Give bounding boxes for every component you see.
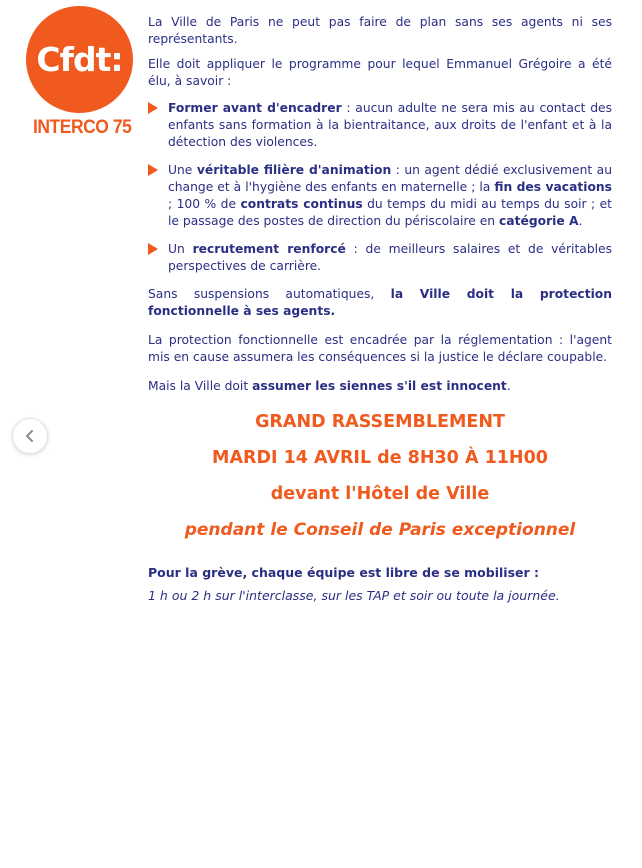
arrow-bullet-icon <box>148 243 158 255</box>
previous-slide-button[interactable] <box>12 418 48 454</box>
bullet-2-bold: fin des vacations <box>494 180 612 194</box>
bullet-2-bold: catégorie A <box>499 214 579 228</box>
bullet-2-text: Une <box>168 163 197 177</box>
event-context: pendant le Conseil de Paris exceptionnel <box>184 520 576 540</box>
bullet-3-bold: recrutement renforcé <box>192 242 346 256</box>
protection-bold: la Ville doit la protection fonctionnelle à ses agents. <box>148 287 612 318</box>
arrow-bullet-icon <box>148 102 158 114</box>
bullet-recrutement <box>148 241 612 275</box>
bullet-former <box>148 100 612 151</box>
chevron-left-icon <box>23 429 37 443</box>
bullet-2-bold: véritable filière d'animation <box>196 163 392 177</box>
greve-title: Pour la grève, chaque équipe est libre de se mobiliser : <box>148 565 540 580</box>
reglementation-paragraph: La protection fonctionnelle est encadrée par la réglementation : l'agent mis en cause assumera les conséquences si la justice le déclare coupable. <box>148 333 612 364</box>
innocence-bold: assumer les siennes s'il est innocent <box>252 379 507 393</box>
intro-paragraph-1: La Ville de Paris ne peut pas faire de plan sans ses agents ni ses représentants. <box>148 15 612 46</box>
bullet-2-bold: contrats continus <box>240 197 363 211</box>
logo-text: Cfdt: <box>36 40 123 79</box>
logo-subtitle: INTERCO 75 <box>33 117 132 138</box>
innocence-text: . <box>506 379 511 393</box>
innocence-text: Mais la Ville doit <box>148 379 253 393</box>
event-title: GRAND RASSEMBLEMENT <box>255 412 505 432</box>
event-date: MARDI 14 AVRIL de 8H30 À 11H00 <box>212 448 548 468</box>
innocence-paragraph <box>148 378 612 395</box>
bullet-1-text: : aucun adulte ne sera mis au contact des enfants sans formation à la bientraitance, aux droits de l'enfant et à la détection des violences. <box>168 101 612 149</box>
bullet-2-text: du temps du midi au temps du soir ; et le passage des postes de direction du périscolaire en <box>168 197 613 228</box>
document-body <box>148 14 612 604</box>
bullet-filiere <box>148 162 612 230</box>
bullet-2-text: ; 100 % de <box>168 197 241 211</box>
arrow-bullet-icon <box>148 164 158 176</box>
bullet-2-text: . <box>578 214 583 228</box>
bullet-3-text: Un <box>168 242 193 256</box>
bullet-1-bold: Former avant d'encadrer <box>168 101 342 115</box>
protection-paragraph <box>148 286 612 320</box>
cfdt-logo <box>26 6 133 113</box>
protection-text: Sans suspensions automatiques, <box>148 287 391 301</box>
bullet-3-text: : de meilleurs salaires et de véritables perspectives de carrière. <box>168 242 613 273</box>
greve-detail: 1 h ou 2 h sur l'interclasse, sur les TAP et soir ou toute la journée. <box>148 588 560 603</box>
intro-paragraph-2: Elle doit appliquer le programme pour lequel Emmanuel Grégoire a été élu, à savoir : <box>148 57 612 88</box>
bullet-2-text: : un agent dédié exclusivement au change et à l'hygiène des enfants en maternelle ; la <box>168 163 612 194</box>
event-location: devant l'Hôtel de Ville <box>270 484 490 504</box>
event-announcement <box>148 411 612 541</box>
